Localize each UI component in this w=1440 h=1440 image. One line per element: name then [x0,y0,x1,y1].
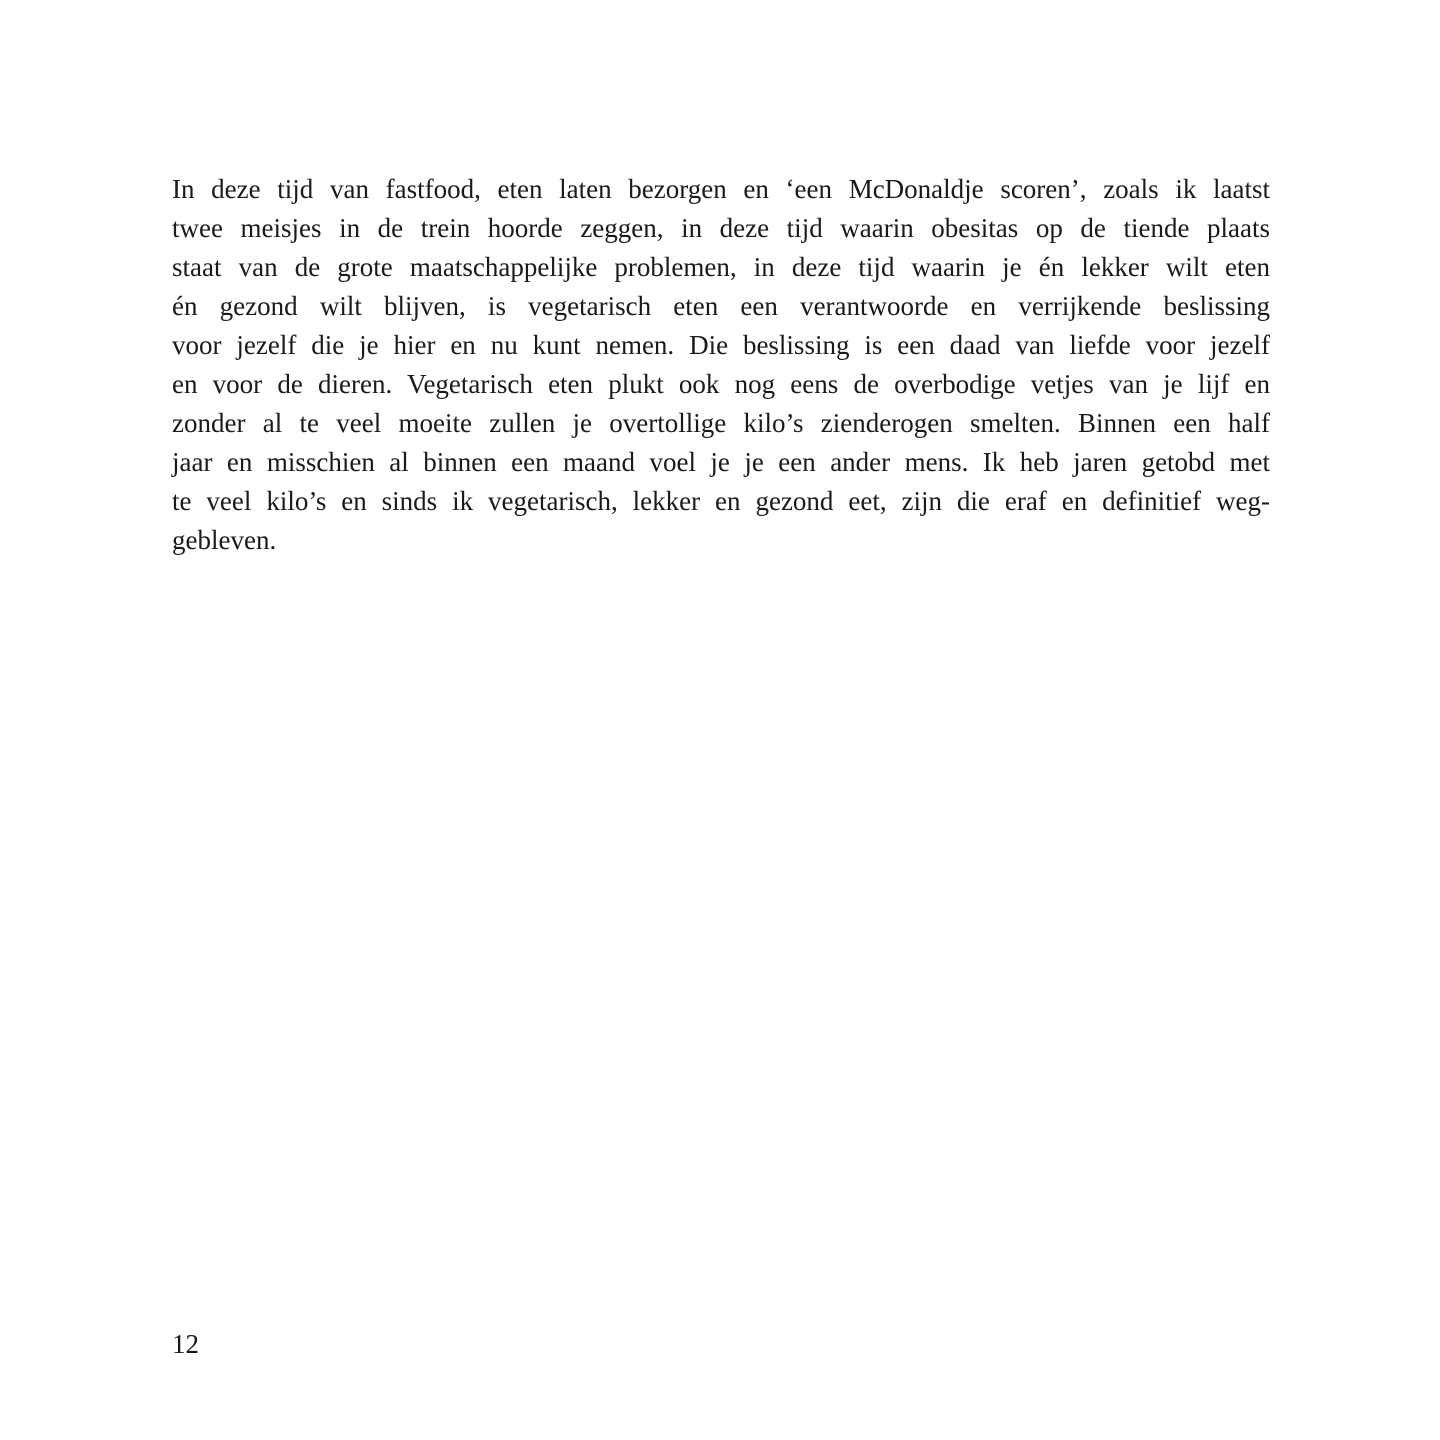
paragraph-line-6: en voor de dieren. Vegetarisch eten plukt ook nog eens de overbodige vetjes van je lijf en [172,369,1270,399]
paragraph-line-9: te veel kilo’s en sinds ik vegetarisch, lekker en gezond eet, zijn die eraf en definitief weg- [172,486,1270,516]
paragraph-line-10: gebleven. [172,525,277,555]
body-paragraph [172,170,1270,560]
paragraph-line-3: staat van de grote maatschappelijke problemen, in deze tijd waarin je én lekker wilt eten [172,252,1270,282]
paragraph-line-7: zonder al te veel moeite zullen je overtollige kilo’s zienderogen smelten. Binnen een half [172,408,1270,438]
paragraph-line-4: én gezond wilt blijven, is vegetarisch eten een verantwoorde en verrijkende beslissing [172,291,1270,321]
paragraph-line-5: voor jezelf die je hier en nu kunt nemen. Die beslissing is een daad van liefde voor jezelf [172,330,1270,360]
paragraph-line-1: In deze tijd van fastfood, eten laten bezorgen en ‘een McDonaldje scoren’, zoals ik laatst [172,174,1270,204]
page-number: 12 [172,1329,199,1359]
paragraph-line-8: jaar en misschien al binnen een maand voel je je een ander mens. Ik heb jaren getobd met [172,447,1270,477]
paragraph-line-2: twee meisjes in de trein hoorde zeggen, in deze tijd waarin obesitas op de tiende plaats [172,213,1270,243]
